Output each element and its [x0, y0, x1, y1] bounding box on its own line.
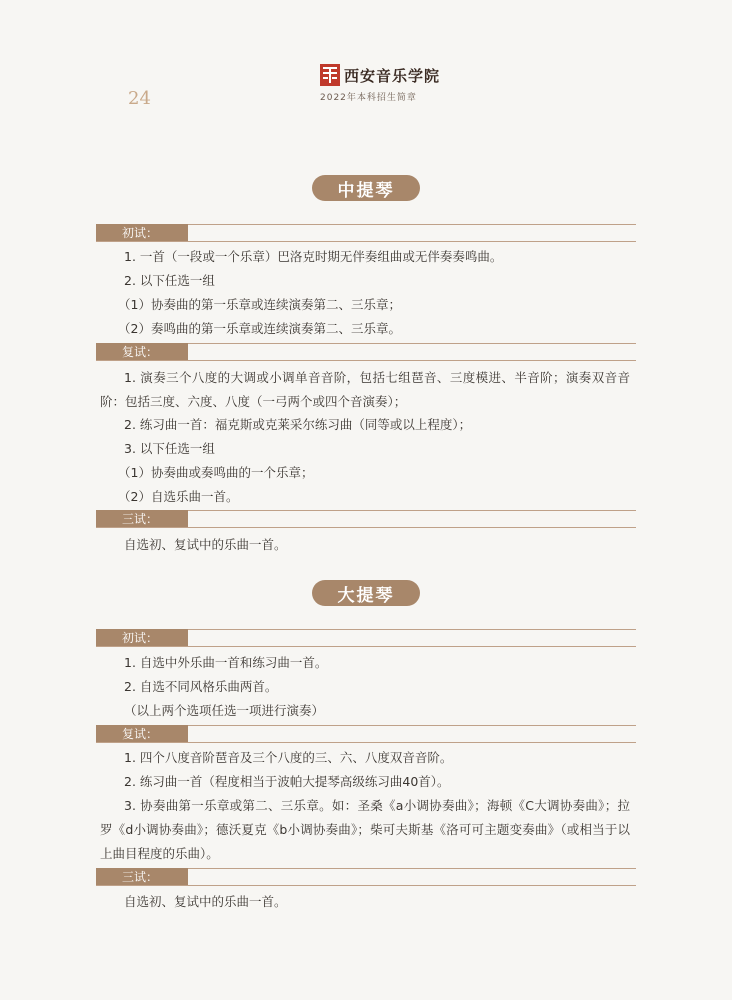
section-title-cello: 大提琴 [312, 580, 420, 606]
round-label: 初试： [96, 224, 188, 242]
list-item: 2. 练习曲一首：福克斯或克莱采尔练习曲（同等或以上程度）； [124, 417, 472, 432]
list-item: 2. 自选不同风格乐曲两首。 [124, 679, 278, 694]
list-item: （以上两个选项任选一项进行演奏） [124, 703, 325, 718]
round-label: 初试： [96, 629, 188, 647]
list-item: （2）自选乐曲一首。 [118, 489, 239, 504]
school-name: 西安音乐学院 [344, 67, 441, 85]
round-label: 复试： [96, 343, 188, 361]
list-item: 3. 协奏曲第一乐章或第二、三乐章。如：圣桑《a小调协奏曲》；海顿《C大调协奏曲》；拉罗《d小调协奏曲》；德沃夏克《b小调协奏曲》；柴可夫斯基《洛可可主题变奏曲》（或相当于以上曲目程度的乐曲）。 [100, 798, 630, 861]
round-header-first [96, 224, 636, 242]
list-item: 自选初、复试中的乐曲一首。 [124, 537, 287, 552]
divider [188, 224, 636, 225]
list-item: 2. 以下任选一组 [124, 273, 215, 288]
divider [96, 885, 636, 886]
divider [188, 343, 636, 344]
list-item: （1）协奏曲或奏鸣曲的一个乐章； [118, 465, 314, 480]
round-header-third [96, 868, 636, 886]
round-header-second [96, 725, 636, 743]
list-item: 自选初、复试中的乐曲一首。 [124, 894, 287, 909]
divider [188, 510, 636, 511]
round-label: 复试： [96, 725, 188, 743]
brochure-subtitle: 2022年本科招生简章 [320, 93, 417, 103]
divider [96, 742, 636, 743]
list-item: 1. 四个八度音阶琶音及三个八度的三、六、八度双音音阶。 [124, 750, 453, 765]
list-item: 1. 演奏三个八度的大调或小调单音音阶，包括七组琶音、三度模进、半音阶；演奏双音音阶：包括三度、六度、八度（一弓两个或四个音演奏）； [100, 370, 630, 409]
round-label: 三试： [96, 868, 188, 886]
list-item: 3. 以下任选一组 [124, 441, 215, 456]
list-item: （2）奏鸣曲的第一乐章或连续演奏第二、三乐章。 [118, 321, 401, 336]
section-title-viola: 中提琴 [312, 175, 420, 201]
list-item: 1. 自选中外乐曲一首和练习曲一首。 [124, 655, 328, 670]
list-item: （1）协奏曲的第一乐章或连续演奏第二、三乐章； [118, 297, 401, 312]
divider [96, 241, 636, 242]
school-emblem-icon [320, 64, 340, 86]
round-header-second [96, 343, 636, 361]
round-header-third [96, 510, 636, 528]
round-header-first [96, 629, 636, 647]
divider [188, 868, 636, 869]
list-item: 2. 练习曲一首（程度相当于波帕大提琴高级练习曲40首）。 [124, 774, 450, 789]
divider [188, 725, 636, 726]
page-number: 24 [128, 88, 151, 109]
school-logo [320, 64, 441, 104]
divider [96, 527, 636, 528]
divider [96, 646, 636, 647]
round-label: 三试： [96, 510, 188, 528]
list-item: 1. 一首（一段或一个乐章）巴洛克时期无伴奏组曲或无伴奏奏鸣曲。 [124, 249, 503, 264]
divider [96, 360, 636, 361]
divider [188, 629, 636, 630]
